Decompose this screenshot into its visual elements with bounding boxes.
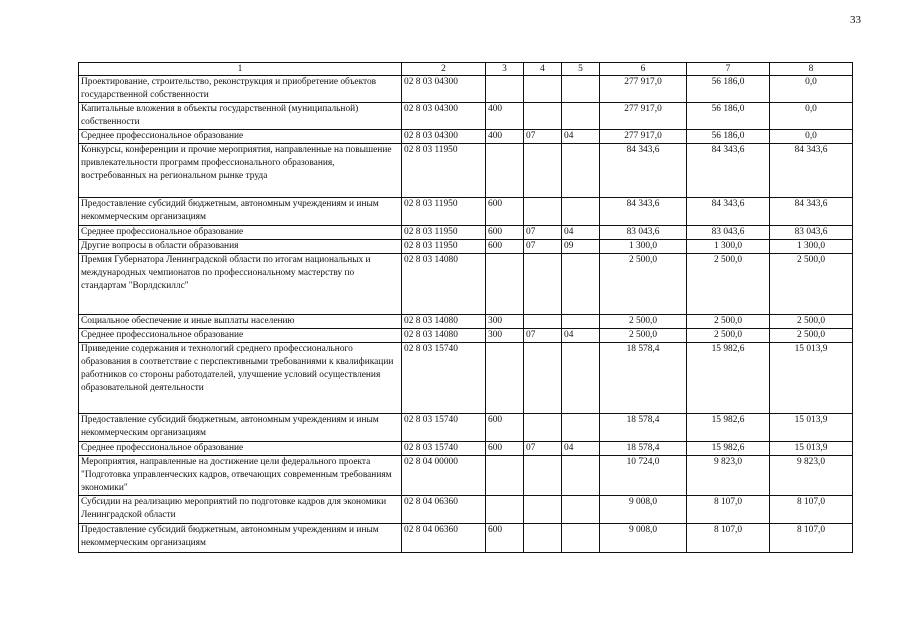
row-value-6: 18 578,4 — [600, 442, 687, 456]
row-col5 — [562, 144, 600, 198]
row-col5 — [562, 496, 600, 524]
row-col3 — [486, 456, 524, 496]
row-value-8: 2 500,0 — [770, 329, 853, 343]
row-col4 — [524, 144, 562, 198]
budget-table — [78, 62, 853, 553]
row-value-8: 1 300,0 — [770, 240, 853, 254]
row-col3: 600 — [486, 414, 524, 442]
row-col5 — [562, 254, 600, 315]
row-value-6: 9 008,0 — [600, 496, 687, 524]
row-col5 — [562, 456, 600, 496]
row-name: Мероприятия, направленные на достижение цели федерального проекта "Подготовка управленческих кадров, отвечающих современным требованиям экономики" — [79, 456, 402, 496]
row-value-7: 8 107,0 — [687, 524, 770, 553]
row-value-7: 2 500,0 — [687, 254, 770, 315]
row-col5 — [562, 414, 600, 442]
row-value-6: 277 917,0 — [600, 130, 687, 144]
row-name: Социальное обеспечение и иные выплаты населению — [79, 315, 402, 329]
row-value-7: 15 982,6 — [687, 414, 770, 442]
table-row — [79, 103, 853, 130]
row-name: Конкурсы, конференции и прочие мероприятия, направленные на повышение привлекательности программ профессионального образования, востребованных на региональном рынке труда — [79, 144, 402, 198]
column-header: 3 — [486, 63, 524, 76]
row-code: 02 8 03 14080 — [402, 254, 486, 315]
table-row — [79, 496, 853, 524]
row-col5 — [562, 343, 600, 414]
row-col3 — [486, 343, 524, 414]
row-col4 — [524, 76, 562, 103]
table-row — [79, 442, 853, 456]
row-value-7: 1 300,0 — [687, 240, 770, 254]
row-value-7: 83 043,6 — [687, 226, 770, 240]
row-name: Среднее профессиональное образование — [79, 442, 402, 456]
row-value-7: 9 823,0 — [687, 456, 770, 496]
row-value-8: 84 343,6 — [770, 198, 853, 226]
row-name: Среднее профессиональное образование — [79, 226, 402, 240]
row-value-8: 15 013,9 — [770, 343, 853, 414]
row-name: Предоставление субсидий бюджетным, автономным учреждениям и иным некоммерческим организациям — [79, 414, 402, 442]
row-name: Премия Губернатора Ленинградской области по итогам национальных и международных чемпионатов по профессиональному мастерству по стандартам "Ворлдскиллс" — [79, 254, 402, 315]
row-value-6: 18 578,4 — [600, 343, 687, 414]
row-col3 — [486, 76, 524, 103]
row-code: 02 8 03 14080 — [402, 315, 486, 329]
row-code: 02 8 04 00000 — [402, 456, 486, 496]
row-code: 02 8 03 04300 — [402, 76, 486, 103]
row-code: 02 8 03 11950 — [402, 144, 486, 198]
row-col4 — [524, 315, 562, 329]
row-col4 — [524, 198, 562, 226]
row-code: 02 8 03 04300 — [402, 103, 486, 130]
row-col5: 04 — [562, 442, 600, 456]
page-number: 33 — [850, 14, 861, 26]
row-value-7: 2 500,0 — [687, 329, 770, 343]
row-value-6: 10 724,0 — [600, 456, 687, 496]
row-value-7: 8 107,0 — [687, 496, 770, 524]
row-value-8: 2 500,0 — [770, 315, 853, 329]
row-name: Проектирование, строительство, реконструкция и приобретение объектов государственной собственности — [79, 76, 402, 103]
row-value-8: 8 107,0 — [770, 524, 853, 553]
row-name: Предоставление субсидий бюджетным, автономным учреждениям и иным некоммерческим организациям — [79, 198, 402, 226]
column-header: 2 — [402, 63, 486, 76]
table-row — [79, 524, 853, 553]
header-row — [79, 63, 853, 76]
row-name: Другие вопросы в области образования — [79, 240, 402, 254]
row-col4 — [524, 414, 562, 442]
row-value-7: 15 982,6 — [687, 343, 770, 414]
row-code: 02 8 03 04300 — [402, 130, 486, 144]
row-value-7: 84 343,6 — [687, 144, 770, 198]
row-code: 02 8 03 11950 — [402, 240, 486, 254]
row-name: Капитальные вложения в объекты государственной (муниципальной) собственности — [79, 103, 402, 130]
column-header: 6 — [600, 63, 687, 76]
row-name: Предоставление субсидий бюджетным, автономным учреждениям и иным некоммерческим организациям — [79, 524, 402, 553]
row-col5: 04 — [562, 329, 600, 343]
row-value-6: 1 300,0 — [600, 240, 687, 254]
row-value-7: 2 500,0 — [687, 315, 770, 329]
row-col3: 300 — [486, 329, 524, 343]
row-col4: 07 — [524, 130, 562, 144]
row-code: 02 8 03 15740 — [402, 442, 486, 456]
row-value-8: 2 500,0 — [770, 254, 853, 315]
row-col3 — [486, 496, 524, 524]
row-col4 — [524, 103, 562, 130]
column-header: 7 — [687, 63, 770, 76]
row-value-6: 2 500,0 — [600, 315, 687, 329]
row-code: 02 8 04 06360 — [402, 496, 486, 524]
row-col5 — [562, 315, 600, 329]
row-value-8: 84 343,6 — [770, 144, 853, 198]
row-col3: 600 — [486, 226, 524, 240]
row-col3 — [486, 254, 524, 315]
row-col3 — [486, 144, 524, 198]
row-col5: 04 — [562, 130, 600, 144]
table-row — [79, 343, 853, 414]
column-header: 1 — [79, 63, 402, 76]
row-value-7: 56 186,0 — [687, 130, 770, 144]
row-value-7: 56 186,0 — [687, 76, 770, 103]
row-value-7: 84 343,6 — [687, 198, 770, 226]
row-name: Среднее профессиональное образование — [79, 329, 402, 343]
row-value-8: 8 107,0 — [770, 496, 853, 524]
row-value-6: 84 343,6 — [600, 144, 687, 198]
row-col3: 600 — [486, 240, 524, 254]
row-col3: 600 — [486, 442, 524, 456]
row-col3: 600 — [486, 198, 524, 226]
row-col4 — [524, 496, 562, 524]
row-value-8: 0,0 — [770, 103, 853, 130]
row-value-6: 2 500,0 — [600, 254, 687, 315]
row-value-8: 15 013,9 — [770, 442, 853, 456]
table-row — [79, 329, 853, 343]
row-col3: 400 — [486, 103, 524, 130]
row-name: Приведение содержания и технологий среднего профессионального образования в соответствие с перспективными требованиями к квалификации работников со стороны работодателей, улучшение условий осуществления образовательной деятельности — [79, 343, 402, 414]
row-col4 — [524, 456, 562, 496]
row-value-8: 0,0 — [770, 76, 853, 103]
row-value-6: 277 917,0 — [600, 76, 687, 103]
row-name: Среднее профессиональное образование — [79, 130, 402, 144]
row-col4 — [524, 343, 562, 414]
row-value-8: 83 043,6 — [770, 226, 853, 240]
row-name: Субсидии на реализацию мероприятий по подготовке кадров для экономики Ленинградской области — [79, 496, 402, 524]
table-row — [79, 254, 853, 315]
table-row — [79, 226, 853, 240]
row-value-8: 9 823,0 — [770, 456, 853, 496]
row-value-8: 15 013,9 — [770, 414, 853, 442]
row-col3: 600 — [486, 524, 524, 553]
column-header: 4 — [524, 63, 562, 76]
row-code: 02 8 04 06360 — [402, 524, 486, 553]
row-value-7: 56 186,0 — [687, 103, 770, 130]
table-row — [79, 456, 853, 496]
row-value-6: 18 578,4 — [600, 414, 687, 442]
row-col5 — [562, 76, 600, 103]
table-row — [79, 76, 853, 103]
row-col5 — [562, 524, 600, 553]
row-col5 — [562, 103, 600, 130]
row-value-7: 15 982,6 — [687, 442, 770, 456]
column-header: 8 — [770, 63, 853, 76]
row-code: 02 8 03 11950 — [402, 226, 486, 240]
row-col5: 09 — [562, 240, 600, 254]
row-col4 — [524, 524, 562, 553]
table-row — [79, 144, 853, 198]
row-value-6: 83 043,6 — [600, 226, 687, 240]
row-col5: 04 — [562, 226, 600, 240]
row-col3: 300 — [486, 315, 524, 329]
column-header: 5 — [562, 63, 600, 76]
table-row — [79, 198, 853, 226]
row-col3: 400 — [486, 130, 524, 144]
row-value-8: 0,0 — [770, 130, 853, 144]
row-col4: 07 — [524, 240, 562, 254]
row-col4 — [524, 254, 562, 315]
table-row — [79, 240, 853, 254]
row-col4: 07 — [524, 442, 562, 456]
row-value-6: 277 917,0 — [600, 103, 687, 130]
row-code: 02 8 03 15740 — [402, 414, 486, 442]
row-code: 02 8 03 14080 — [402, 329, 486, 343]
row-col4: 07 — [524, 226, 562, 240]
table-row — [79, 130, 853, 144]
row-code: 02 8 03 11950 — [402, 198, 486, 226]
row-value-6: 2 500,0 — [600, 329, 687, 343]
row-value-6: 84 343,6 — [600, 198, 687, 226]
row-value-6: 9 008,0 — [600, 524, 687, 553]
row-code: 02 8 03 15740 — [402, 343, 486, 414]
table-row — [79, 414, 853, 442]
table-row — [79, 315, 853, 329]
row-col5 — [562, 198, 600, 226]
row-col4: 07 — [524, 329, 562, 343]
